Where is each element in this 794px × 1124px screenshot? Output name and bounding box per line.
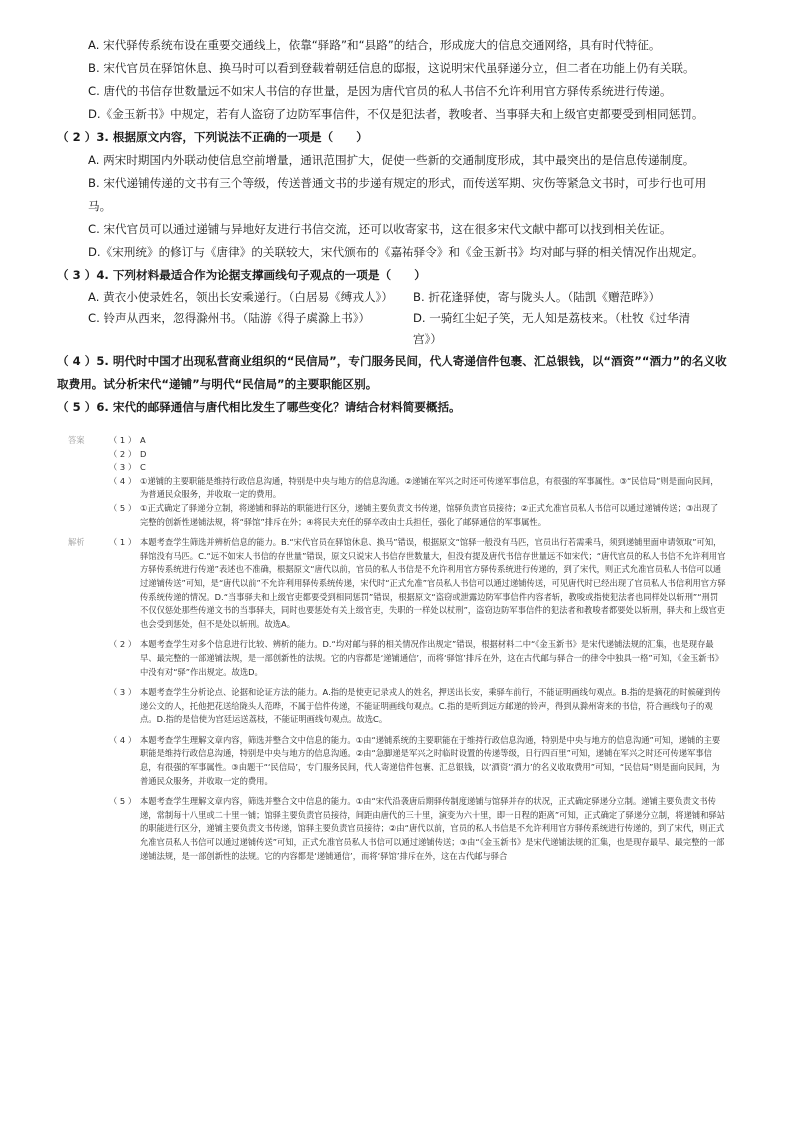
q1-option-b: B. 宋代官员在驿馆休息、换马时可以看到登载着朝廷信息的邸报，这说明宋代虽驿递分立，但二者在功能上仍有关联。 — [88, 61, 695, 75]
answer-item — [0, 434, 794, 448]
analysis-item — [0, 686, 794, 727]
analysis-item — [0, 638, 794, 679]
analysis-item-text: 本题考查学生分析论点、论据和论证方法的能力。A.指的是使吏记录戎人的姓名，押送出长安，乘驿车前行，不能证明画线句观点。B.指的是摘花的时候碰到传递公文的人，托他把花送给陇头人范晔，不属于信件传递，不能证明画线句观点。C.指的是听到远方邮递的铃声，得到从滁州寄来的书信，符合画线句子的观点。D.指的是信使为宫廷运送荔枝，不能证明画线句观点。故选C。 — [140, 687, 721, 725]
answer-item — [0, 475, 794, 502]
analysis-item-text: 本题考查学生理解文章内容，筛选并整合文中信息的能力。①由“递铺系统的主要职能在于维持行政信息沟通，特别是中央与地方的信息沟通”可知，递铺的主要职能是维持行政信息沟通，特别是中央与地方的信息沟通。②由“急脚递是军兴之时临时设置的传递等级，日行四百里”可知，递铺在军兴之时还可传递军事信息，有很强的军事属性。③由题干“‘民信局’，专门服务民间，代人寄递信件包裹、汇总银钱，以‘酒资’‘酒力’的名义收取费用”可知，“民信局”则是面向民间，为普通民众服务，并收取一定的费用。 — [140, 734, 721, 786]
q3-options-row-1 — [0, 287, 794, 308]
q5-stem: （ 5 ）6. 宋代的邮驿通信与唐代相比发生了哪些变化？请结合材料简要概括。 — [57, 400, 461, 414]
answer-item-number: （ 5 ） — [109, 502, 137, 513]
q2-option-c: C. 宋代官员可以通过递铺与异地好友进行书信交流，还可以收寄家书，这在很多宋代文献中都可以找到相关佐证。 — [88, 222, 672, 236]
q3-option-d: D. 一骑红尘妃子笑，无人知是荔枝来。（杜牧《过华清宫》） — [413, 311, 691, 346]
answer-item — [0, 461, 794, 475]
q2-option-d: D.《宋刑统》的修订与《唐律》的关联较大，宋代颁布的《嘉祐驿令》和《金玉新书》均对邮与驿的相关情况作出规定。 — [88, 245, 704, 259]
q3-option-a: A. 黄衣小使录姓名，领出长安乘递行。（白居易《缚戎人》） — [88, 290, 393, 304]
answer-item-text: D — [140, 448, 147, 459]
answer-item — [0, 502, 794, 529]
answer-item — [0, 448, 794, 462]
analysis-item-text: 本题考查学生筛选并辨析信息的能力。B.“宋代官员在驿馆休息、换马”错误，根据原文“馆驿一般没有马匹，官员出行若需乘马，须到递铺里面申请领取”可知，驿馆没有马匹。C.“远不如宋人书信的存世量”错误，原文只说宋人书信存世数量大，但没有提及唐代书信存世量远不如宋代；“唐代官员的私人书信不允许利用官方驿传系统进行传递”表述也不准确，根据原文“唐代以前，官员的私人书信是不允许利用官方驿传系统进行传递的，到了宋代，则正式允准官员私人书信可以通过递铺传送”可知，是“唐代以前”不允许利用驿传系统传递，宋代时“正式允准”官员私人书信可以通过递铺传送，可见唐代时已经出现了官员私人书信利用官方驿传系统传递的情况。D.“当事驿夫和上级官吏都要受到相同惩罚”错误，根据原文“盗窃或泄露边防军事信件内容者斩，教唆或指使犯法者也同样处以斩刑”“刑罚不仅仅惩处那些传递文书的当事驿夫，同时也要惩处有关上级官吏，失职的一样处以杖刑”，盗窃边防军事信件的犯法者和教唆者都要处以斩刑，驿夫和上级官吏也会受到惩处，但不是处以斩刑。故选A。 — [140, 537, 726, 629]
analysis-item-text: 本题考查学生理解文章内容，筛选并整合文中信息的能力。①由“宋代沿袭唐后期驿传制度递铺与馆驿并存的状况，正式确定驿递分立制。递铺主要负责文书传递，常制每十八里或二十里一铺；馆驿主要负责官员接待，间距由唐代的三十里，演变为六十里，即一日程的距离”可知，正式确定了驿递分立制，将递铺和驿站的职能进行区分，递铺主要负责文书传递，馆驿主要负责官员接待；②由“唐代以前，官员的私人书信是不允许利用官方驿传系统进行传递的，到了宋代，则正式允准官员私人书信可以通过递铺传送”可知，正式允准官员私人书信可以通过递铺传送；③由“《金玉新书》是宋代递铺法规的汇集，也是现存最早、最完整的一部递铺法规，是一部创新性的法规。它的内容都是‘递铺通信’，而将‘驿馆’排斥在外，这在古代邮与驿合 — [140, 796, 726, 861]
analysis-item-number: （ 4 ） — [109, 734, 137, 745]
q4-stem: （ 4 ）5. 明代时中国才出现私营商业组织的“民信局”，专门服务民间，代人寄递信件包裹、汇总银钱，以“酒资”“酒力”的名义收取费用。试分析宋代“递铺”与明代“民信局”的主要职能区别。 — [57, 354, 727, 391]
analysis-item-number: （ 2 ） — [109, 639, 137, 650]
analysis-item — [0, 734, 794, 788]
answer-item-text: ①正式确定了驿递分立制，将递铺和驿站的职能进行区分，递铺主要负责文书传递，馆驿负责官员接待；②正式允准官员私人书信可以通过递铺传送；③出现了完整的创新性递铺法规，将“驿馆”排斥在外；④将民夫充任的驿卒改由士兵担任，强化了邮驿通信的军事属性。 — [140, 502, 719, 527]
q1-option-a: A. 宋代驿传系统布设在重要交通线上，依靠“驿路”和“县路”的结合，形成庞大的信息交通网络，具有时代特征。 — [88, 38, 661, 52]
answer-item-number: （ 3 ） — [109, 462, 137, 473]
q1-option-c: C. 唐代的书信存世数量远不如宋人书信的存世量，是因为唐代官员的私人书信不允许利用官方驿传系统进行传递。 — [88, 84, 672, 98]
answer-item-number: （ 1 ） — [109, 435, 137, 445]
q3-options-row-2 — [0, 308, 794, 350]
answer-item-number: （ 4 ） — [109, 475, 137, 486]
questions-section — [0, 34, 794, 419]
q2-option-b: B. 宋代递铺传递的文书有三个等级，传送普通文书的步递有规定的形式，而传送军期、灾伤等紧急文书时，可步行也可用马。 — [88, 176, 707, 213]
analysis-item — [0, 536, 794, 631]
analysis-label: 解析 — [68, 537, 85, 548]
answer-item-text: ①递铺的主要职能是维持行政信息沟通，特别是中央与地方的信息沟通。②递铺在军兴之时还可传递军事信息，有很强的军事属性。③“民信局”则是面向民间，为普通民众服务，并收取一定的费用。 — [140, 475, 719, 500]
q2-stem: （ 2 ）3. 根据原文内容，下列说法不正确的一项是（ ） — [57, 130, 368, 144]
analysis-item-number: （ 1 ） — [109, 537, 137, 548]
q3-option-b: B. 折花逢驿使，寄与陇头人。（陆凯《赠范晔》） — [413, 290, 661, 304]
q3-stem: （ 3 ）4. 下列材料最适合作为论据支撑画线句子观点的一项是（ ） — [57, 268, 426, 282]
answer-item-text: A — [140, 435, 146, 445]
analysis-item — [0, 795, 794, 863]
q3-option-c: C. 铃声从西来，忽得滁州书。（陆游《得子虡滁上书》） — [88, 311, 371, 325]
answer-item-number: （ 2 ） — [109, 448, 137, 459]
analysis-section — [0, 536, 794, 863]
q1-option-d: D.《金玉新书》中规定，若有人盗窃了边防军事信件，不仅是犯法者，教唆者、当事驿夫和上级官吏都要受到相同惩罚。 — [88, 107, 704, 121]
analysis-item-number: （ 3 ） — [109, 687, 137, 698]
analysis-item-text: 本题考查学生对多个信息进行比较、辨析的能力。D.“均对邮与驿的相关情况作出规定”错误，根据材料二中“《金玉新书》是宋代递铺法规的汇集，也是现存最早、最完整的一部递铺法规，是一部创新性的法规。它的内容都是‘递铺通信’，而将‘驿馆’排斥在外，这在古代邮与驿合一的律令中独具一格”可知，《金玉新书》中没有对“驿”作出规定。故选D。 — [140, 639, 724, 677]
answer-section — [0, 434, 794, 863]
analysis-item-number: （ 5 ） — [109, 796, 137, 807]
answer-item-text: C — [140, 462, 146, 473]
answer-label: 答案 — [68, 435, 85, 445]
q2-option-a: A. 两宋时期国内外联动使信息空前增量，通讯范围扩大，促使一些新的交通制度形成，其中最突出的是信息传递制度。 — [88, 153, 695, 167]
